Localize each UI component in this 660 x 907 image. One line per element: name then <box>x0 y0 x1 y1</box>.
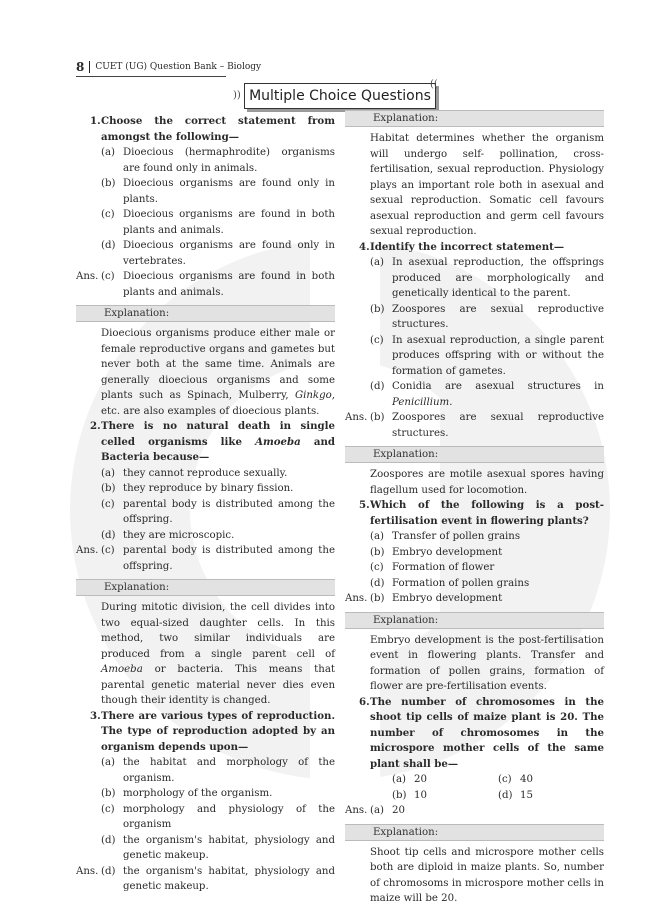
section-title: Multiple Choice Questions <box>244 83 436 109</box>
question-4: 4. Identify the incorrect statement— <box>359 240 565 253</box>
option-row <box>345 788 604 804</box>
explanation-text: Zoospores are motile asexual spores having flagellum used for locomotion. <box>370 469 604 496</box>
explanation-heading: Explanation: <box>345 612 604 629</box>
option: (c) Formation of flower <box>370 562 495 573</box>
option: (c) 40 <box>498 774 533 785</box>
option: (d) Dioecious organisms are found only in vertebrates. <box>101 240 335 267</box>
option: (b) morphology of the organism. <box>101 788 273 799</box>
answer: Ans. (b) Embryo development <box>345 593 503 604</box>
option: (a) Transfer of pollen grains <box>370 531 521 542</box>
right-column <box>345 110 604 907</box>
left-column <box>76 114 335 895</box>
option: (d) 15 <box>498 789 533 801</box>
answer: Ans. (a) 20 <box>345 805 405 816</box>
header-divider <box>89 61 90 73</box>
option: (c) Dioecious organisms are found in both plants and animals. <box>101 209 335 236</box>
explanation-text: Shoot tip cells and microspore mother cells both are diploid in maize plants. So, number of chromosoms in microspore mother cells in maize will be 20. <box>370 846 604 904</box>
explanation-text: Dioecious organisms produce either male or female reproductive organs and gametes but never both at the same time. Animals are generally dioecious organisms and some plants such as Spinach, Mulberry, Ginkgo, etc. are also examples of dioecious plants. <box>101 328 335 417</box>
option: (a) Dioecious (hermaphrodite) organisms are found only in animals. <box>101 147 335 174</box>
option: (a) the habitat and morphology of the organism. <box>101 757 335 784</box>
explanation-text: Embryo development is the post-fertilisation event in flowering plants. Transfer and formation of pollen grains, formation of flower are pre-fertilisation events. <box>370 634 604 692</box>
option-row <box>345 772 604 788</box>
book-title: CUET (UG) Question Bank – Biology <box>95 62 262 72</box>
question-6: 6. The number of chromosomes in the shoot tip cells of maize plant is 20. The number of chromosomes in the microspore mother cells of the same plant shall be— <box>359 695 604 770</box>
option: (b) Embryo development <box>370 546 503 558</box>
question-3: 3. There are various types of reproduction. The type of reproduction adopted by an organism depends upon— <box>90 709 335 753</box>
explanation-text: Habitat determines whether the organism will undergo self- pollination, cross-fertilisation, sexual reproduction. Physiology plays an important role both in asexual and sexual reproduction. Somatic cell favours asexual reproduction and germ cell favours sexual reproduction. <box>370 133 604 237</box>
signal-wave-icon: (( <box>430 79 438 90</box>
option: (a) In asexual reproduction, the offsprings produced are morphologically and genetically identical to the parent. <box>370 257 604 299</box>
explanation-heading: Explanation: <box>345 446 604 463</box>
explanation-heading: Explanation: <box>345 110 604 127</box>
option: (c) parental body is distributed among the offspring. <box>101 498 335 525</box>
option: (b) Zoospores are sexual reproductive structures. <box>370 303 604 330</box>
answer: Ans. (c) parental body is distributed among the offspring. <box>76 545 335 572</box>
option: (d) the organism's habitat, physiology and genetic makeup. <box>101 834 335 861</box>
option: (b) 10 <box>392 789 427 801</box>
signal-wave-icon: )) <box>233 90 241 101</box>
question-5: 5. Which of the following is a post-fertilisation event in flowering plants? <box>359 499 604 527</box>
header-rule <box>76 76 226 77</box>
explanation-heading: Explanation: <box>345 824 604 841</box>
option: (d) Conidia are asexual structures in Penicillium. <box>370 381 604 408</box>
explanation-text: During mitotic division, the cell divides into two equal-sized daughter cells. In this method, two similar individuals are produced from a single parent cell of Amoeba or bacteria. This means that parental genetic material never dies even though their identity is changed. <box>101 602 335 706</box>
page-number: 8 <box>76 60 85 74</box>
option: (d) they are microscopic. <box>101 529 235 541</box>
question-2: 2. There is no natural death in single celled organisms like Amoeba and Bacteria because— <box>90 420 335 463</box>
option: (c) In asexual reproduction, a single parent produces offspring with or without the formation of gametes. <box>370 334 604 377</box>
option: (c) morphology and physiology of the organism <box>101 803 335 830</box>
answer: Ans. (d) the organism's habitat, physiology and genetic makeup. <box>76 865 335 892</box>
option: (a) 20 <box>392 774 427 785</box>
page-header <box>76 60 261 74</box>
explanation-heading: Explanation: <box>76 305 335 322</box>
option: (b) they reproduce by binary fission. <box>101 483 294 494</box>
explanation-heading: Explanation: <box>76 579 335 596</box>
question-1: 1. Choose the correct statement from amongst the following— <box>90 115 335 143</box>
answer: Ans. (b) Zoospores are sexual reproductive structures. <box>345 412 604 439</box>
option: (a) they cannot reproduce sexually. <box>101 467 288 479</box>
option: (d) Formation of pollen grains <box>370 577 530 589</box>
answer: Ans. (c) Dioecious organisms are found in both plants and animals. <box>76 271 335 298</box>
option: (b) Dioecious organisms are found only in plants. <box>101 178 335 205</box>
